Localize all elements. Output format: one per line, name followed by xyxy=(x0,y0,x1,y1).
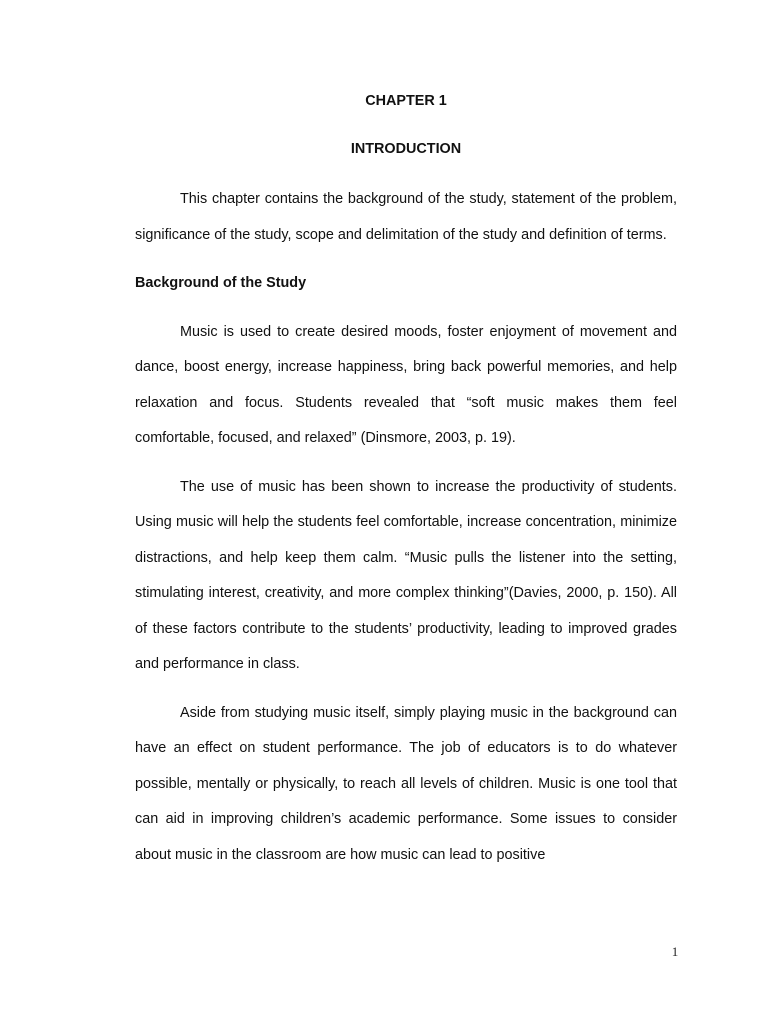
body-paragraph-3: Aside from studying music itself, simply playing music in the background can have an effect on student performance. The job of educators is to do whatever possible, mentally or physically, to reach all levels of children. Music is one tool that can aid in improving children’s academic performance. Some issues to consider about music in the classroom are how music can lead to positive xyxy=(135,704,677,863)
body-paragraph-1: Music is used to create desired moods, foster enjoyment of movement and dance, boost energy, increase happiness, bring back powerful memories, and help relaxation and focus. Students revealed that “soft music makes them feel comfortable, focused, and relaxed” (Dinsmore, 2003, p. 19). xyxy=(135,323,677,446)
section-heading: Background of the Study xyxy=(135,275,307,291)
chapter-label: CHAPTER 1 xyxy=(365,93,447,109)
page-content xyxy=(135,88,677,886)
chapter-title: INTRODUCTION xyxy=(350,141,462,157)
body-paragraph-2: The use of music has been shown to increase the productivity of students. Using music will help the students feel comfortable, increase concentration, minimize distractions, and help keep them calm. “Music pulls the listener into the setting, stimulating interest, creativity, and more complex thinking”(Davies, 2000, p. 150). All of these factors contribute to the students’ productivity, leading to improved grades and performance in class. xyxy=(135,478,677,672)
page-number: 1 xyxy=(671,944,679,959)
intro-paragraph: This chapter contains the background of the study, statement of the problem, significance of the study, scope and delimitation of the study and definition of terms. xyxy=(135,191,677,243)
